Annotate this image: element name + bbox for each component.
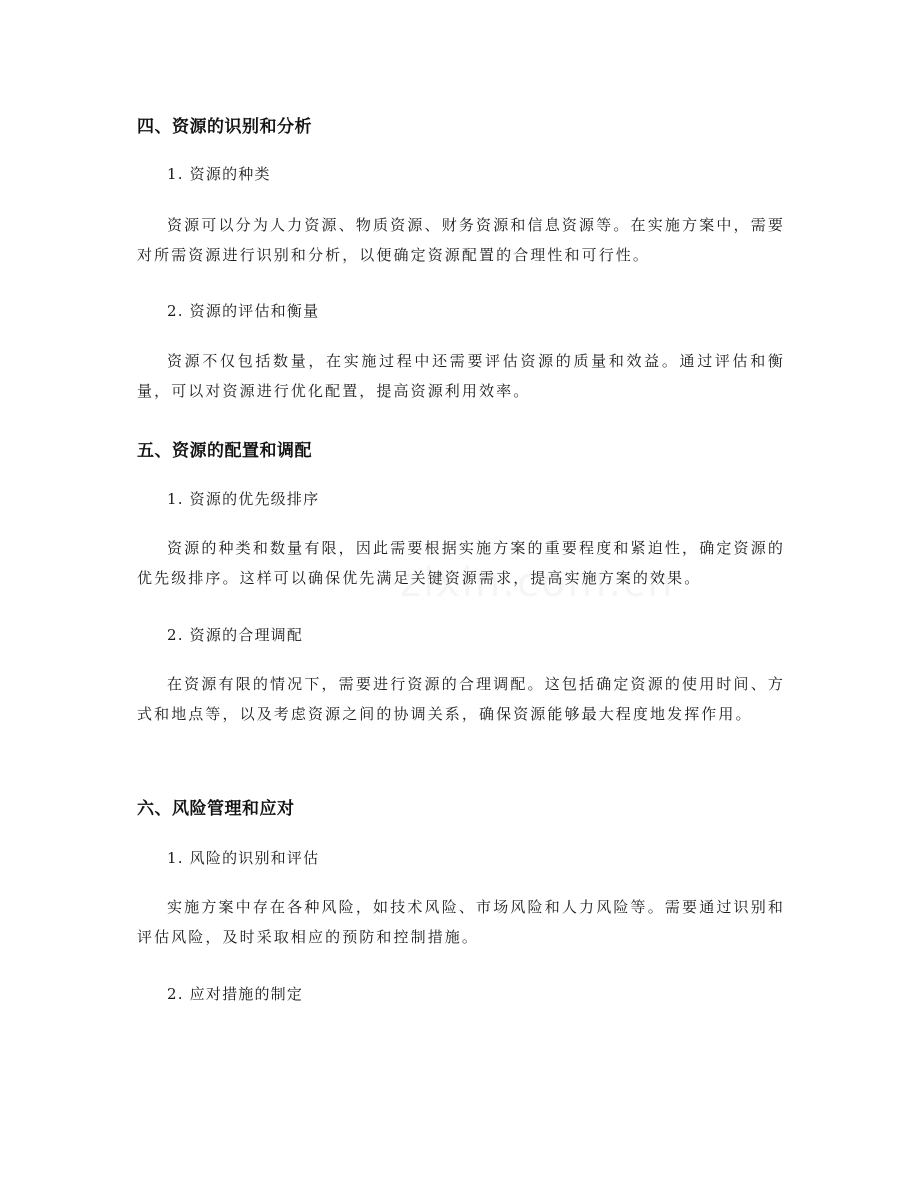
paragraph-5-1: 资源的种类和数量有限，因此需要根据实施方案的重要程度和紧迫性，确定资源的优先级排序。这样可以确保优先满足关键资源需求，提高实施方案的效果。 <box>137 539 785 587</box>
section-heading-6: 六、风险管理和应对 <box>137 799 295 819</box>
paragraph-5-2: 在资源有限的情况下，需要进行资源的合理调配。这包括确定资源的使用时间、方式和地点等，以及考虑资源之间的协调关系，确保资源能够最大程度地发挥作用。 <box>137 675 785 723</box>
subheading-4-2: 2. 资源的评估和衡量 <box>167 302 320 320</box>
subheading-6-1: 1. 风险的识别和评估 <box>167 849 320 867</box>
subheading-6-2: 2. 应对措施的制定 <box>167 985 304 1003</box>
subheading-5-2: 2. 资源的合理调配 <box>167 626 304 644</box>
subheading-5-1: 1. 资源的优先级排序 <box>167 490 320 508</box>
section-heading-4: 四、资源的识别和分析 <box>137 117 312 137</box>
paragraph-6-1: 实施方案中存在各种风险，如技术风险、市场风险和人力风险等。需要通过识别和评估风险，及时采取相应的预防和控制措施。 <box>137 898 785 946</box>
paragraph-4-2: 资源不仅包括数量，在实施过程中还需要评估资源的质量和效益。通过评估和衡量，可以对资源进行优化配置，提高资源利用效率。 <box>137 352 785 400</box>
subheading-4-1: 1. 资源的种类 <box>167 165 271 183</box>
paragraph-4-1: 资源可以分为人力资源、物质资源、财务资源和信息资源等。在实施方案中，需要对所需资源进行识别和分析，以便确定资源配置的合理性和可行性。 <box>137 216 785 264</box>
section-heading-5: 五、资源的配置和调配 <box>137 441 312 461</box>
